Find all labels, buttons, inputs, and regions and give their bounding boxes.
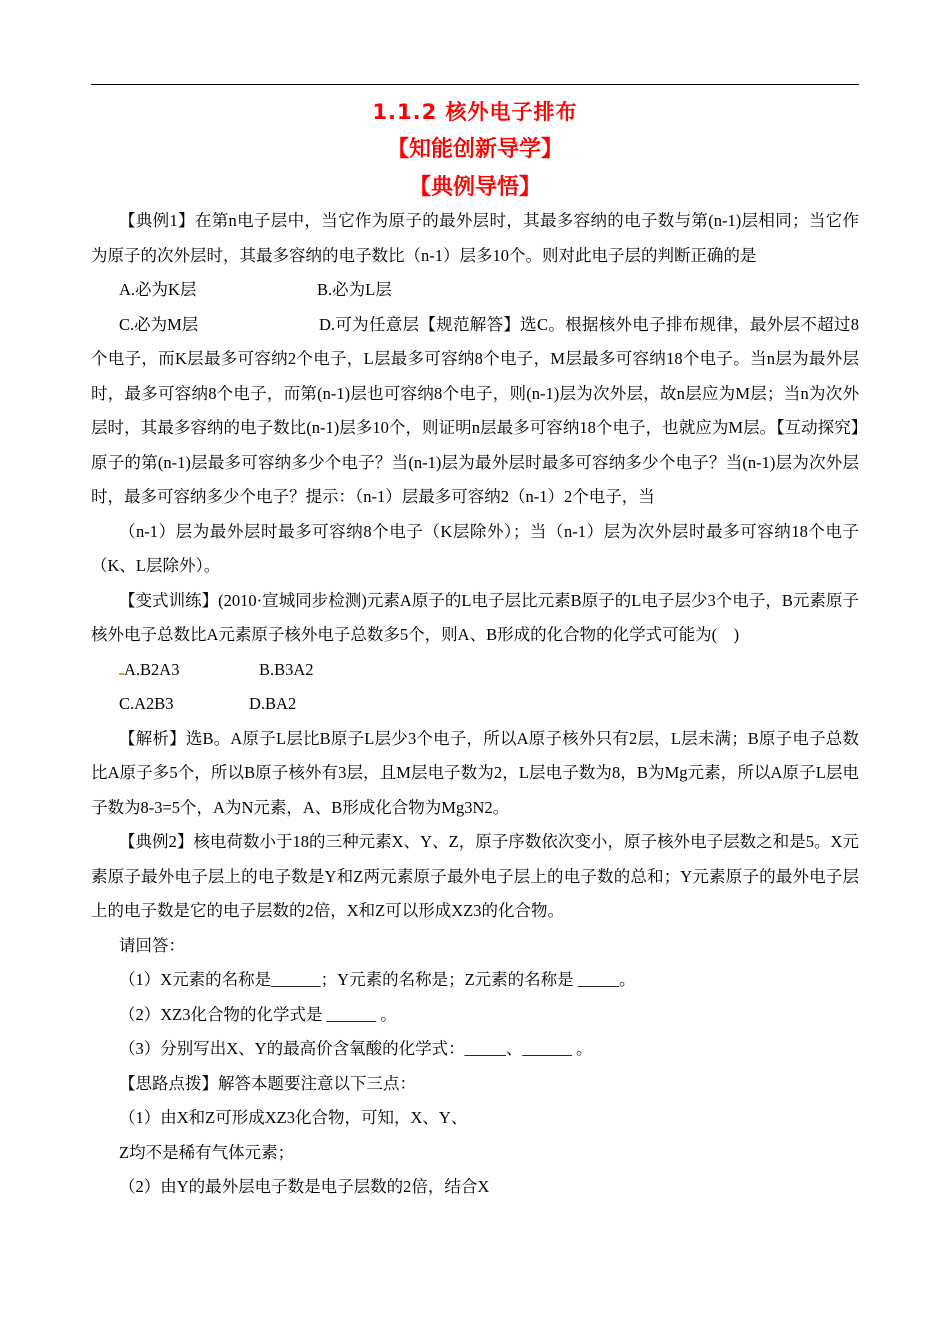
example2-stem: 【典例2】核电荷数小于18的三种元素X、Y、Z，原子序数依次变小，原子核外电子层数之和是5。X元素原子最外电子层上的电子数是Y和Z两元素原子最外电子层上的电子数的总和；Y元素原子的最外电子层上的电子数是它的电子层数的2倍，X和Z可以形成XZ3的化合物。 <box>91 832 859 920</box>
variant-option-b: B.B3A2 <box>259 659 314 679</box>
example2-prompt: 请回答： <box>119 935 185 955</box>
variant-option-c: C.A2B3 <box>119 694 174 713</box>
variant-options-cd <box>91 687 859 722</box>
example1-hint: （n-1）层为最外层时最多可容纳8个电子（K层除外）；当（n-1）层为次外层时最多可容纳18个电子（K、L层除外）。 <box>91 521 859 575</box>
tip-1b: Z均不是稀有气体元素； <box>119 1142 295 1162</box>
subsection-heading: 【典例导悟】 <box>408 175 541 200</box>
tip-2: （2）由Y的最外层电子数是电子层数的2倍，结合X <box>119 1177 490 1196</box>
header-rule <box>91 84 859 85</box>
example2-question-3: （3）分别写出X、Y的最高价含氧酸的化学式：_____、______ 。 <box>119 1039 593 1058</box>
option-d-and-solution: D.可为任意层【规范解答】选C。根据核外电子排布规律，最外层不超过8个电子，而K层最多可容纳2个电子，L层最多可容纳8个电子，M层最多可容纳18个电子。当n层为最外层时，最多可容纳8个电子，而第(n-1)层也可容纳8个电子，则(n-1)层为次外层，故n层应为M层；当n为次外层时，其最多容纳的电子数比(n-1)层多10个，则证明n层最多可容纳18个电子，也就应为M层。【互动探究】原子的第(n-1)层最多可容纳多少个电子？当(n-1)层为最外层时最多可容纳多少个电子？当(n-1)层为次外层时，最多可容纳多少个电子？提示：（n-1）层最多可容纳2（n-1）2个电子，当 <box>91 314 859 506</box>
document-body <box>91 204 859 1205</box>
example1-option-c-and-answer <box>91 308 859 515</box>
example1-options-ab <box>91 273 859 308</box>
variant-option-d: D.BA2 <box>249 694 297 713</box>
option-b: B.必为L层 <box>317 280 392 299</box>
variant-analysis: 【解析】选B。A原子L层比B原子L层少3个电子，所以A原子核外只有2层，L层未满；B原子电子总数比A原子多5个，所以B原子核外有3层，且M层电子数为2，L层电子数为8，B为Mg元素，所以A原子L层电子数为8-3=5个，A为N元素，A、B形成化合物为Mg3N2。 <box>91 728 859 817</box>
option-a: A.必为K层 <box>119 280 197 299</box>
example2-question-2: （2）XZ3化合物的化学式是 ______ 。 <box>119 1004 397 1024</box>
variant-options-ab <box>91 653 859 688</box>
tip-heading: 【思路点拨】解答本题要注意以下三点： <box>119 1073 416 1093</box>
example2-question-1: （1）X元素的名称是______；Y元素的名称是；Z元素的名称是 _____。 <box>119 970 636 989</box>
example1-stem: 【典例1】在第n电子层中，当它作为原子的最外层时，其最多容纳的电子数与第(n-1)层相同；当它作为原子的次外层时，其最多容纳的电子数比（n-1）层多10个。则对此电子层的判断正确的是 <box>91 211 859 265</box>
section-heading: 【知能创新导学】 <box>386 137 563 162</box>
option-c: C.必为M层 <box>119 314 199 334</box>
lesson-title: 1.1.2 核外电子排布 <box>372 100 578 124</box>
variant-stem: 【变式训练】(2010·宣城同步检测)元素A原子的L电子层比元素B原子的L电子层少3个电子，B元素原子核外电子总数比A元素原子核外电子总数多5个，则A、B形成的化合物的化学式可能为( ) <box>91 590 859 644</box>
variant-option-a: A.B2A3 <box>124 659 180 679</box>
tip-1a: （1）由X和Z可形成XZ3化合物，可知，X、Y、 <box>119 1108 468 1127</box>
